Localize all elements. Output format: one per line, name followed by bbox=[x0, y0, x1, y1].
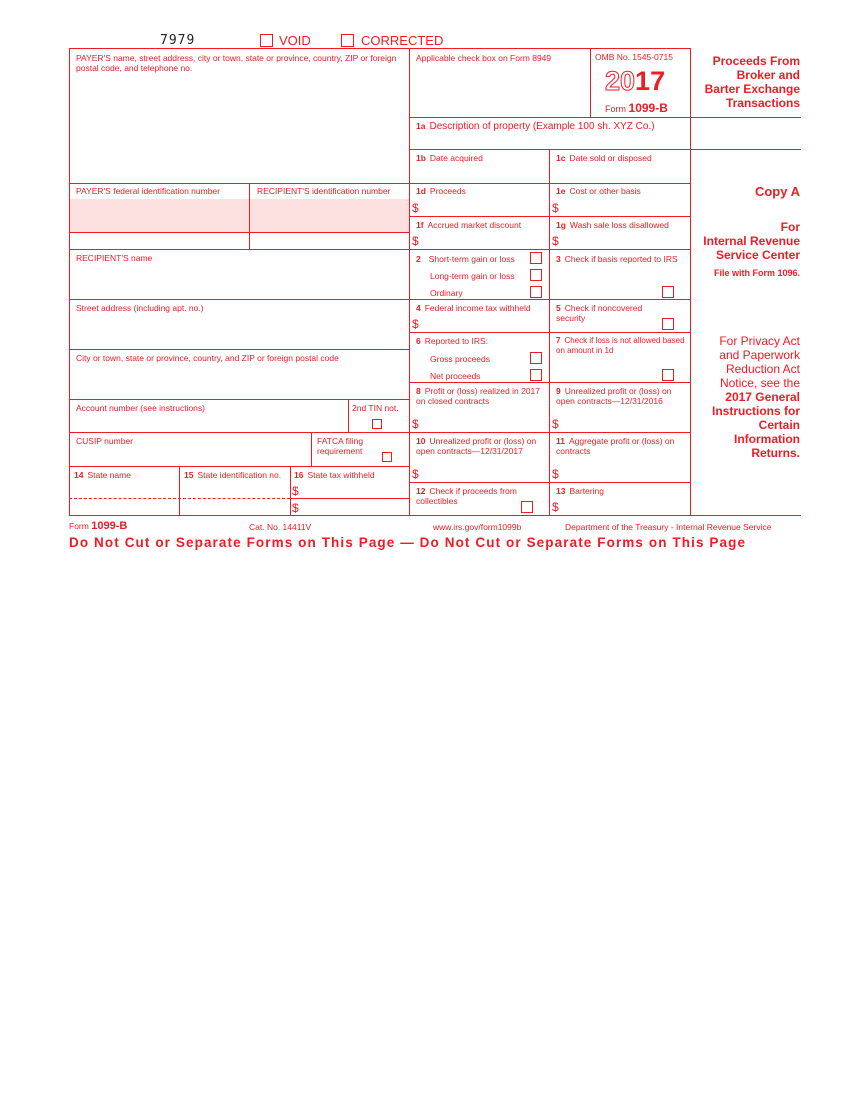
box8-dollar: $ bbox=[412, 417, 419, 431]
box1a-label: 1a Description of property (Example 100 sh. XYZ Co.) bbox=[416, 121, 655, 132]
box1d-label: 1d Proceeds bbox=[416, 186, 466, 196]
tax-year: 2017 bbox=[605, 66, 666, 96]
file-with-label: File with Form 1096. bbox=[713, 268, 800, 278]
street-address-label: Street address (including apt. no.) bbox=[76, 303, 204, 313]
payer-name-label: PAYER'S name, street address, city or town, state or province, country, ZIP or foreign postal code, and telephone no. bbox=[76, 53, 397, 73]
privacy-notice: For Privacy Act and Paperwork Reduction Act Notice, see the 2017 General Instructions for Certain Information Returns. bbox=[711, 334, 800, 460]
box4-label: 4 Federal income tax withheld bbox=[416, 303, 531, 313]
box6-label: 6 Reported to IRS: bbox=[416, 336, 489, 346]
box1d-dollar: $ bbox=[412, 201, 419, 215]
recipient-name-label: RECIPIENT'S name bbox=[76, 253, 153, 263]
form-title: Proceeds From Broker and Barter Exchange Transactions bbox=[704, 54, 800, 110]
box1b-label: 1b Date acquired bbox=[416, 153, 483, 163]
footer-form-name: Form 1099-B bbox=[69, 520, 128, 532]
box1e-dollar: $ bbox=[552, 201, 559, 215]
box11-label: 11 Aggregate profit or (loss) on contracts bbox=[556, 436, 675, 456]
box7-checkbox[interactable] bbox=[662, 369, 674, 381]
box2-ordinary-label: Ordinary bbox=[430, 288, 463, 298]
box1e-label: 1e Cost or other basis bbox=[556, 186, 641, 196]
city-label: City or town, state or province, country, and ZIP or foreign postal code bbox=[76, 353, 339, 363]
box9-dollar: $ bbox=[552, 417, 559, 431]
footer-cat-number: Cat. No. 14411V bbox=[249, 522, 312, 532]
omb-number: OMB No. 1545-0715 bbox=[595, 52, 673, 62]
box6-net-label: Net proceeds bbox=[430, 371, 481, 381]
fatca-checkbox[interactable] bbox=[382, 452, 392, 462]
box8-label: 8 Profit or (loss) realized in 2017 on closed contracts bbox=[416, 386, 541, 406]
box3-checkbox[interactable] bbox=[662, 286, 674, 298]
box12-checkbox[interactable] bbox=[521, 501, 533, 513]
irs-center-label: For Internal Revenue Service Center bbox=[703, 220, 800, 262]
box6-gross-checkbox[interactable] bbox=[530, 352, 542, 364]
form8949-checkbox-label: Applicable check box on Form 8949 bbox=[416, 53, 552, 63]
payer-fed-id-field[interactable] bbox=[70, 199, 249, 232]
box7-label: 7 Check if loss is not allowed based on amount in 1d bbox=[556, 336, 685, 355]
corrected-label: CORRECTED bbox=[361, 33, 444, 48]
form-name: Form 1099-B bbox=[605, 101, 668, 115]
box16-dollar-2: $ bbox=[292, 501, 299, 515]
box5-label: 5 Check if noncovered security bbox=[556, 303, 643, 323]
corrected-checkbox[interactable] bbox=[341, 34, 354, 47]
recipient-id-label: RECIPIENT'S identification number bbox=[257, 186, 391, 196]
box1f-dollar: $ bbox=[412, 234, 419, 248]
footer-department: Department of the Treasury - Internal Revenue Service bbox=[565, 522, 772, 532]
box2-short-label: 2 Short-term gain or loss bbox=[416, 254, 515, 264]
void-label: VOID bbox=[279, 33, 311, 48]
fatca-label: FATCA filing requirement bbox=[317, 436, 364, 456]
copy-a-label: Copy A bbox=[754, 184, 800, 199]
box15-label: 15 State identification no. bbox=[184, 470, 282, 480]
void-checkbox[interactable] bbox=[260, 34, 273, 47]
form-code: 7979 bbox=[160, 33, 196, 48]
box13-label: 13 Bartering bbox=[556, 486, 604, 496]
box6-net-checkbox[interactable] bbox=[530, 369, 542, 381]
recipient-id-field[interactable] bbox=[250, 199, 409, 232]
do-not-cut-banner: Do Not Cut or Separate Forms on This Page — Do Not Cut or Separate Forms on This Page bbox=[69, 535, 747, 550]
box3-label: 3 Check if basis reported to IRS bbox=[556, 254, 678, 264]
box16-dollar-1: $ bbox=[292, 484, 299, 498]
box2-long-label: Long-term gain or loss bbox=[430, 271, 515, 281]
box2-long-checkbox[interactable] bbox=[530, 269, 542, 281]
second-tin-checkbox[interactable] bbox=[372, 419, 382, 429]
second-tin-label: 2nd TIN not. bbox=[352, 403, 399, 413]
account-number-label: Account number (see instructions) bbox=[76, 403, 205, 413]
box12-label: 12 Check if proceeds from collectibles bbox=[416, 486, 517, 506]
box11-dollar: $ bbox=[552, 467, 559, 481]
box10-label: 10 Unrealized profit or (loss) on open contracts—12/31/2017 bbox=[416, 436, 537, 456]
box14-label: 14 State name bbox=[74, 470, 131, 480]
box1g-label: 1g Wash sale loss disallowed bbox=[556, 220, 669, 230]
box1c-label: 1c Date sold or disposed bbox=[556, 153, 652, 163]
box2-ordinary-checkbox[interactable] bbox=[530, 286, 542, 298]
box2-short-checkbox[interactable] bbox=[530, 252, 542, 264]
footer-url: www.irs.gov/form1099b bbox=[433, 522, 522, 532]
box1g-dollar: $ bbox=[552, 234, 559, 248]
payer-fed-id-label: PAYER'S federal identification number bbox=[76, 186, 220, 196]
box13-dollar: $ bbox=[552, 500, 559, 514]
box1f-label: 1f Accrued market discount bbox=[416, 220, 522, 230]
box16-label: 16 State tax withheld bbox=[294, 470, 375, 480]
box10-dollar: $ bbox=[412, 467, 419, 481]
box5-checkbox[interactable] bbox=[662, 318, 674, 330]
box4-dollar: $ bbox=[412, 317, 419, 331]
box6-gross-label: Gross proceeds bbox=[430, 354, 490, 364]
cusip-label: CUSIP number bbox=[76, 436, 134, 446]
box9-label: 9 Unrealized profit or (loss) on open contracts—12/31/2016 bbox=[556, 386, 672, 406]
